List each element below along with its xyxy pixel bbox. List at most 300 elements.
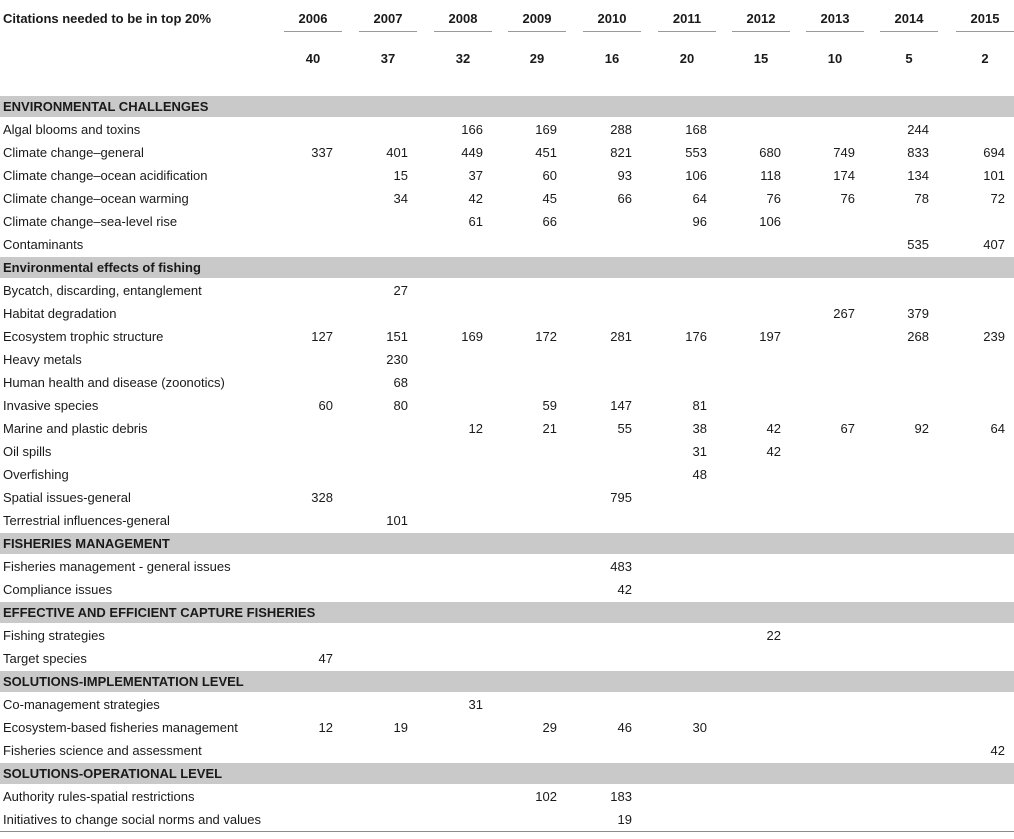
citation-value-cell (641, 555, 716, 579)
citation-value-cell (342, 118, 417, 142)
citation-value-cell (342, 647, 417, 671)
year-header: 2008 (434, 11, 492, 32)
citation-value-cell (342, 739, 417, 763)
citation-value-cell (492, 647, 566, 671)
table-row (0, 785, 1014, 809)
citation-value-cell: 42 (468, 191, 483, 206)
citation-value-cell (417, 371, 492, 394)
citation-value-cell (641, 371, 716, 394)
citation-value-cell (492, 440, 566, 463)
citation-value-cell: 42 (617, 582, 632, 597)
citation-value-cell (641, 578, 716, 602)
citation-value-cell (566, 739, 641, 763)
citation-value-cell (716, 463, 790, 486)
table-row (0, 463, 1014, 486)
citation-value-cell (566, 647, 641, 671)
citation-value-cell (417, 348, 492, 371)
citation-value-cell (641, 486, 716, 509)
citation-value-cell (790, 693, 864, 717)
citation-value-cell (566, 210, 641, 233)
row-label: Target species (3, 651, 87, 666)
citation-value-cell: 45 (542, 191, 557, 206)
citation-value-cell: 174 (833, 168, 855, 183)
row-label: Authority rules-spatial restrictions (3, 789, 195, 804)
citation-value-cell (264, 302, 342, 325)
citation-value-cell (342, 417, 417, 440)
citation-value-cell: 64 (692, 191, 707, 206)
citation-value-cell: 78 (914, 191, 929, 206)
citation-value-cell (492, 624, 566, 648)
section-header-row (0, 671, 1014, 693)
citation-value-cell (938, 624, 1014, 648)
citation-value-cell (566, 624, 641, 648)
citation-value-cell (492, 578, 566, 602)
citation-value-cell (790, 325, 864, 348)
table-row (0, 371, 1014, 394)
citation-value-cell: 19 (393, 720, 408, 735)
row-label: Spatial issues-general (3, 490, 131, 505)
table-row (0, 187, 1014, 210)
citation-value-cell (264, 417, 342, 440)
citation-value-cell: 449 (461, 145, 483, 160)
section-title: FISHERIES MANAGEMENT (0, 533, 1014, 555)
citation-value-cell: 93 (617, 168, 632, 183)
year-header: 2014 (880, 11, 938, 32)
table-body (0, 96, 1014, 832)
citation-value-cell (716, 693, 790, 717)
citation-value-cell (790, 647, 864, 671)
citation-value-cell (938, 647, 1014, 671)
citation-value-cell (938, 808, 1014, 832)
citation-value-cell (716, 348, 790, 371)
citation-value-cell (790, 371, 864, 394)
header-years-row (0, 2, 1014, 43)
citation-value-cell (641, 693, 716, 717)
table-row (0, 440, 1014, 463)
citations-table (0, 2, 1014, 832)
citation-value-cell (566, 302, 641, 325)
year-header: 2015 (956, 11, 1014, 32)
row-label: Climate change–sea-level rise (3, 214, 178, 229)
citation-value-cell (938, 509, 1014, 533)
citation-value-cell (566, 693, 641, 717)
citation-value-cell: 60 (318, 398, 333, 413)
citation-value-cell: 451 (535, 145, 557, 160)
citation-value-cell (566, 509, 641, 533)
citation-value-cell: 66 (542, 214, 557, 229)
citation-value-cell (641, 785, 716, 809)
table-row (0, 578, 1014, 602)
citation-value-cell: 401 (386, 145, 408, 160)
citation-value-cell (938, 486, 1014, 509)
citation-value-cell: 168 (685, 122, 707, 137)
threshold-value: 20 (679, 51, 695, 66)
row-label: Bycatch, discarding, entanglement (3, 283, 202, 298)
citation-value-cell: 106 (759, 214, 781, 229)
citation-value-cell (417, 486, 492, 509)
section-header-row (0, 257, 1014, 279)
citation-value-cell: 147 (610, 398, 632, 413)
table-row (0, 808, 1014, 832)
citation-value-cell (790, 279, 864, 303)
citation-value-cell (641, 302, 716, 325)
citation-value-cell (417, 279, 492, 303)
citation-value-cell (864, 210, 938, 233)
citation-value-cell (417, 233, 492, 257)
citation-value-cell (716, 647, 790, 671)
threshold-value: 32 (455, 51, 471, 66)
citation-value-cell: 66 (617, 191, 632, 206)
citation-value-cell (790, 555, 864, 579)
citation-value-cell (938, 302, 1014, 325)
citation-value-cell: 230 (386, 352, 408, 367)
header-thresholds-row (0, 43, 1014, 96)
citation-value-cell: 172 (535, 329, 557, 344)
citation-value-cell (716, 716, 790, 739)
citation-value-cell (864, 693, 938, 717)
year-header: 2013 (806, 11, 864, 32)
table-row (0, 555, 1014, 579)
row-label: Climate change–ocean acidification (3, 168, 208, 183)
citation-value-cell (716, 509, 790, 533)
citation-value-cell (264, 578, 342, 602)
citation-value-cell: 127 (311, 329, 333, 344)
table-row (0, 716, 1014, 739)
citation-value-cell: 166 (461, 122, 483, 137)
citation-value-cell (938, 279, 1014, 303)
year-header: 2006 (284, 11, 342, 32)
citation-value-cell: 694 (983, 145, 1005, 160)
section-header-row (0, 763, 1014, 785)
citation-value-cell: 30 (692, 720, 707, 735)
citation-value-cell (790, 233, 864, 257)
section-title: SOLUTIONS-OPERATIONAL LEVEL (0, 763, 1014, 785)
row-label: Habitat degradation (3, 306, 117, 321)
year-header: 2011 (658, 11, 716, 32)
citation-value-cell (492, 739, 566, 763)
citation-value-cell (264, 440, 342, 463)
citation-value-cell (790, 348, 864, 371)
citation-value-cell (342, 624, 417, 648)
citation-value-cell: 106 (685, 168, 707, 183)
table-row (0, 739, 1014, 763)
citation-value-cell (342, 785, 417, 809)
citation-value-cell (264, 463, 342, 486)
citation-value-cell (264, 624, 342, 648)
row-label: Ecosystem-based fisheries management (3, 720, 238, 735)
citation-value-cell: 61 (468, 214, 483, 229)
citation-value-cell (264, 187, 342, 210)
citation-value-cell (492, 509, 566, 533)
citation-value-cell (417, 716, 492, 739)
citation-value-cell (492, 555, 566, 579)
citation-value-cell (716, 371, 790, 394)
citation-value-cell (641, 739, 716, 763)
citation-value-cell (492, 808, 566, 832)
citation-value-cell (864, 463, 938, 486)
citation-value-cell (716, 279, 790, 303)
citation-value-cell: 118 (760, 168, 781, 183)
citation-value-cell (790, 808, 864, 832)
citation-value-cell (864, 647, 938, 671)
citation-value-cell: 47 (318, 651, 333, 666)
citation-value-cell (716, 486, 790, 509)
citation-value-cell: 67 (840, 421, 855, 436)
citation-value-cell (417, 394, 492, 417)
citation-value-cell (716, 808, 790, 832)
citation-value-cell: 92 (914, 421, 929, 436)
citation-value-cell: 22 (766, 628, 781, 643)
section-header-row (0, 533, 1014, 555)
citation-value-cell (641, 509, 716, 533)
table-row (0, 417, 1014, 440)
citation-value-cell (864, 555, 938, 579)
citation-value-cell (342, 302, 417, 325)
citation-value-cell: 81 (692, 398, 707, 413)
citation-value-cell (716, 394, 790, 417)
row-label: Ecosystem trophic structure (3, 329, 164, 344)
threshold-value: 16 (604, 51, 620, 66)
citation-value-cell: 42 (766, 444, 781, 459)
citation-value-cell: 328 (311, 490, 333, 505)
citation-value-cell (938, 118, 1014, 142)
citation-value-cell (938, 463, 1014, 486)
threshold-value: 37 (380, 51, 396, 66)
citation-value-cell (938, 394, 1014, 417)
citation-value-cell (342, 233, 417, 257)
citation-value-cell: 535 (907, 237, 929, 252)
citation-value-cell (716, 118, 790, 142)
citation-value-cell (342, 210, 417, 233)
citation-value-cell (641, 348, 716, 371)
citation-value-cell: 34 (393, 191, 408, 206)
citation-value-cell: 176 (685, 329, 707, 344)
row-label: Fisheries science and assessment (3, 743, 202, 758)
year-header: 2007 (359, 11, 417, 32)
citation-value-cell: 76 (766, 191, 781, 206)
row-label: Invasive species (3, 398, 99, 413)
citation-value-cell (790, 578, 864, 602)
citation-value-cell (790, 210, 864, 233)
citation-value-cell: 281 (610, 329, 632, 344)
citation-value-cell: 42 (766, 421, 781, 436)
citation-value-cell: 68 (393, 375, 408, 390)
citation-value-cell: 60 (542, 168, 557, 183)
citation-value-cell: 31 (468, 697, 483, 712)
row-label: Climate change–general (3, 145, 144, 160)
citation-value-cell (417, 509, 492, 533)
citation-value-cell: 483 (610, 559, 632, 574)
row-label: Initiatives to change social norms and values (0, 808, 264, 832)
citation-value-cell (938, 693, 1014, 717)
section-header-row (0, 96, 1014, 118)
table-row (0, 624, 1014, 648)
citation-value-cell: 337 (311, 145, 333, 160)
row-label: Algal blooms and toxins (3, 122, 141, 137)
citation-value-cell (417, 440, 492, 463)
citation-value-cell (264, 555, 342, 579)
citation-value-cell: 15 (393, 168, 408, 183)
citation-value-cell: 31 (692, 444, 707, 459)
citation-value-cell: 59 (542, 398, 557, 413)
citation-value-cell: 151 (386, 329, 408, 344)
citation-value-cell (790, 440, 864, 463)
citation-value-cell (264, 233, 342, 257)
citation-value-cell (264, 164, 342, 187)
citation-value-cell: 244 (907, 122, 929, 137)
citation-value-cell (264, 785, 342, 809)
citation-value-cell: 553 (685, 145, 707, 160)
table-row (0, 647, 1014, 671)
citation-value-cell (264, 739, 342, 763)
citation-value-cell (790, 486, 864, 509)
row-label: Heavy metals (3, 352, 82, 367)
citation-value-cell (492, 486, 566, 509)
citation-value-cell (566, 463, 641, 486)
citation-value-cell: 21 (542, 421, 557, 436)
citation-value-cell (938, 210, 1014, 233)
citation-value-cell (566, 279, 641, 303)
table-row (0, 210, 1014, 233)
citation-value-cell (492, 302, 566, 325)
citation-value-cell (342, 555, 417, 579)
citation-value-cell (864, 578, 938, 602)
citation-value-cell (342, 463, 417, 486)
citation-value-cell (264, 348, 342, 371)
citation-value-cell (264, 509, 342, 533)
citation-value-cell (864, 440, 938, 463)
citation-value-cell (264, 118, 342, 142)
citation-value-cell: 72 (990, 191, 1005, 206)
citation-value-cell: 197 (759, 329, 781, 344)
citation-value-cell: 680 (759, 145, 781, 160)
citation-value-cell: 833 (907, 145, 929, 160)
citation-value-cell: 101 (386, 513, 408, 528)
citation-value-cell: 239 (983, 329, 1005, 344)
citation-value-cell (790, 624, 864, 648)
citation-value-cell (864, 279, 938, 303)
citation-value-cell (342, 808, 417, 832)
citation-value-cell (864, 785, 938, 809)
citation-value-cell: 64 (990, 421, 1005, 436)
citation-value-cell (641, 279, 716, 303)
citation-value-cell: 407 (983, 237, 1005, 252)
citation-value-cell (566, 371, 641, 394)
row-label: Climate change–ocean warming (3, 191, 189, 206)
row-label: Co-management strategies (3, 697, 160, 712)
citation-value-cell (417, 808, 492, 832)
section-title: SOLUTIONS-IMPLEMENTATION LEVEL (0, 671, 1014, 693)
citation-value-cell (938, 785, 1014, 809)
citation-value-cell: 27 (393, 283, 408, 298)
citation-value-cell (417, 647, 492, 671)
threshold-value: 15 (753, 51, 769, 66)
year-header: 2009 (508, 11, 566, 32)
citation-value-cell (417, 785, 492, 809)
citation-value-cell (790, 463, 864, 486)
table-row (0, 233, 1014, 257)
citation-value-cell (264, 279, 342, 303)
citation-value-cell (864, 394, 938, 417)
citation-value-cell: 749 (833, 145, 855, 160)
table-row (0, 325, 1014, 348)
citation-value-cell (264, 371, 342, 394)
table-title: Citations needed to be in top 20% (3, 11, 212, 26)
citation-value-cell (492, 371, 566, 394)
table-row (0, 693, 1014, 717)
table-row (0, 118, 1014, 142)
section-title: ENVIRONMENTAL CHALLENGES (0, 96, 1014, 118)
table-row (0, 486, 1014, 509)
citation-value-cell (342, 440, 417, 463)
citation-value-cell (342, 578, 417, 602)
citation-value-cell (264, 693, 342, 717)
table-row (0, 509, 1014, 533)
table-row (0, 302, 1014, 325)
citation-value-cell (264, 210, 342, 233)
citation-value-cell: 821 (610, 145, 632, 160)
citation-value-cell (938, 440, 1014, 463)
threshold-value: 10 (827, 51, 843, 66)
citation-value-cell (716, 739, 790, 763)
citation-value-cell: 12 (318, 720, 333, 735)
citation-value-cell (417, 463, 492, 486)
citation-value-cell (864, 509, 938, 533)
citation-value-cell: 96 (692, 214, 707, 229)
citation-value-cell: 42 (990, 743, 1005, 758)
citation-value-cell: 19 (566, 808, 641, 832)
citation-value-cell (492, 279, 566, 303)
row-label: Marine and plastic debris (3, 421, 148, 436)
threshold-value: 29 (529, 51, 545, 66)
citation-value-cell: 379 (907, 306, 929, 321)
threshold-value: 40 (305, 51, 321, 66)
citation-value-cell (566, 440, 641, 463)
citation-value-cell: 46 (617, 720, 632, 735)
citation-value-cell (264, 808, 342, 832)
citation-value-cell: 29 (542, 720, 557, 735)
citation-value-cell (492, 693, 566, 717)
threshold-value: 2 (981, 51, 989, 66)
citation-value-cell (864, 624, 938, 648)
citation-value-cell (417, 578, 492, 602)
section-header-row (0, 602, 1014, 624)
citation-value-cell: 268 (907, 329, 929, 344)
citation-value-cell (790, 394, 864, 417)
citation-value-cell (566, 348, 641, 371)
citation-value-cell (641, 233, 716, 257)
citation-value-cell: 48 (692, 467, 707, 482)
row-label: Fishing strategies (3, 628, 105, 643)
citation-value-cell (938, 555, 1014, 579)
citation-value-cell: 288 (610, 122, 632, 137)
citation-value-cell (417, 624, 492, 648)
citation-value-cell: 169 (535, 122, 557, 137)
citation-value-cell (342, 693, 417, 717)
citation-value-cell (790, 739, 864, 763)
citation-value-cell (790, 509, 864, 533)
citation-value-cell (641, 808, 716, 832)
citation-value-cell (864, 716, 938, 739)
citation-value-cell: 102 (535, 789, 557, 804)
citation-value-cell (938, 348, 1014, 371)
row-label: Contaminants (3, 237, 84, 252)
citation-value-cell (790, 118, 864, 142)
citation-value-cell: 267 (833, 306, 855, 321)
citation-value-cell: 38 (692, 421, 707, 436)
citation-value-cell: 183 (610, 789, 632, 804)
citation-value-cell (790, 785, 864, 809)
